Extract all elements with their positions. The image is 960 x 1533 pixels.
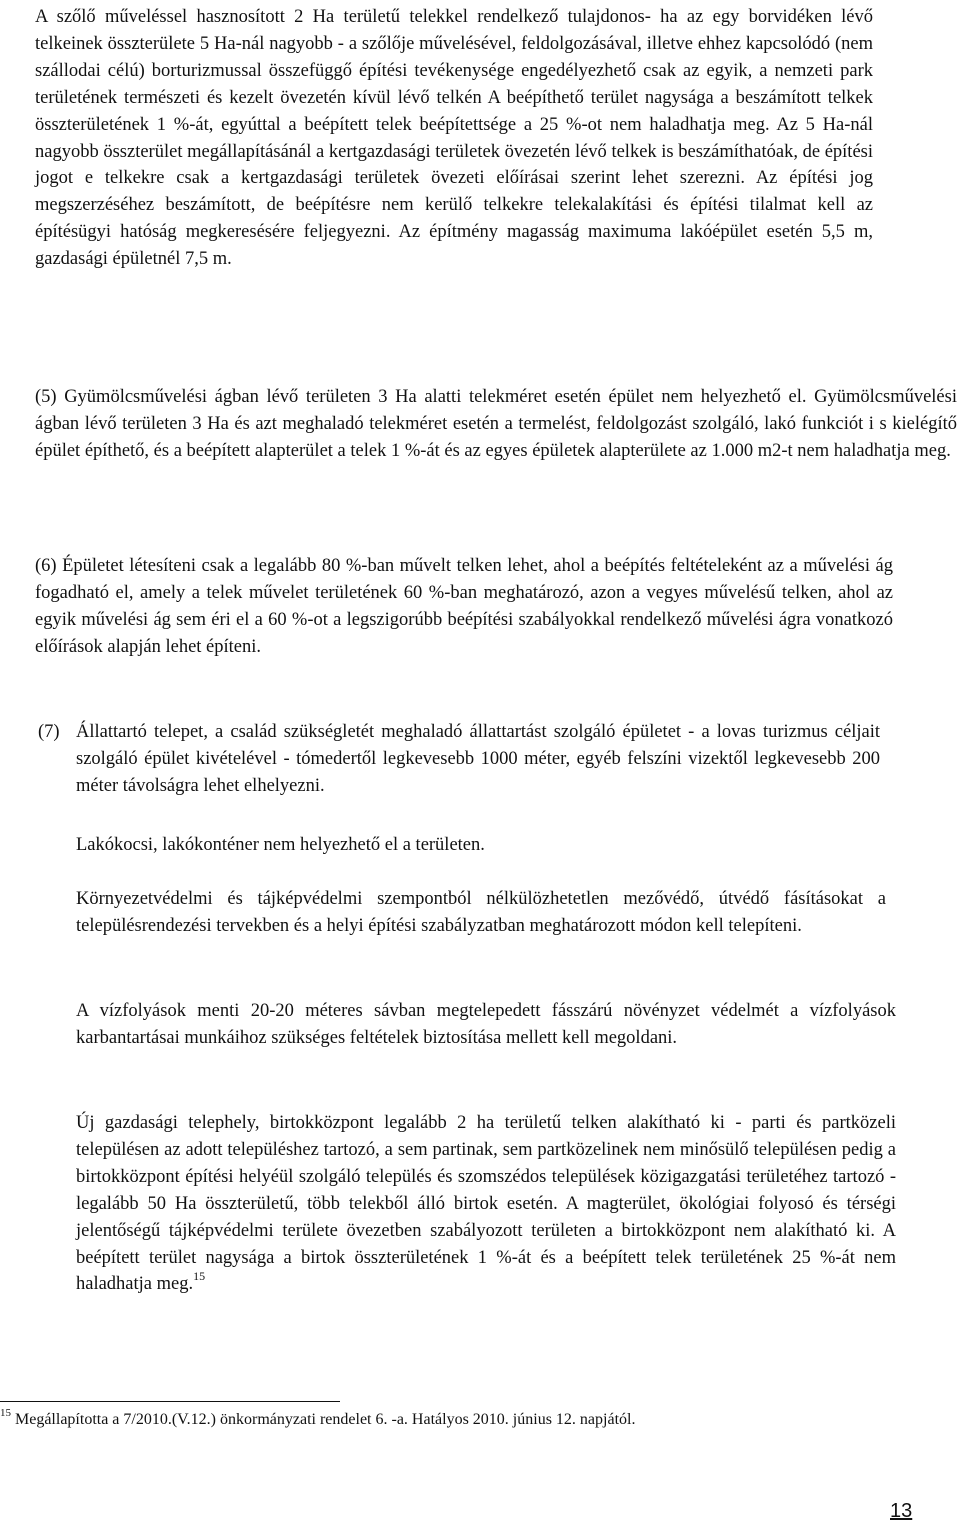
footnote-reference[interactable]: 15 — [193, 1269, 206, 1284]
page-number: 13 — [890, 1500, 913, 1522]
paragraph-uj-gazdasagi-telephely — [76, 1110, 896, 1298]
paragraph-kornyezetvedelem: Környezetvédelmi és tájképvédelmi szempontból nélkülözhetetlen mezővédő, útvédő fásításokat a településrendezési tervekben és a helyi építési szabályzatban meghatározott módon kell telepíteni. — [76, 889, 886, 936]
paragraph-intro: A szőlő műveléssel hasznosított 2 Ha területű telekkel rendelkező tulajdonos- ha az egy borvidéken lévő telkeinek összterülete 5 Ha-nál nagyobb - a szőlője művelésével, feldolgozásával, illetve ehhez kapcsolódó (nem szállodai célú) borturizmussal összefüggő építési tevékenysége engedélyezhető csak az egyik, a nemzeti park területének természeti és kezelt övezetén kívül lévő telkén A beépíthető terület nagysága a beszámított telkek összterületének 1 %-át, egyúttal a beépített telek beépítettsége a 25 %-ot nem haladhatja meg. Az 5 Ha-nál nagyobb összterület megállapításánál a kertgazdasági területek övezetén lévő telkek is beszámíthatóak, de építési jogot e telkekre csak a kertgazdasági területek övezeti előírásai szerint lehet szerezni. Az építési jog megszerzéséhez beszámított, de beépítésre nem kerülő telkekre telekalakítási és építési tilalmat kell az építésügyi hatóság megkeresésére feljegyezni. Az építmény magasság maximuma lakóépület esetén 5,5 m, gazdasági épületnél 7,5 m. — [35, 7, 873, 270]
footnote — [0, 1407, 900, 1430]
paragraph-uj-text: Új gazdasági telephely, birtokközpont legalább 2 ha területű telken alakítható ki - parti és partközeli településen az adott településhez tartozó, a sem partinak, sem partközelinek nem minősülő településen pedig a birtokközpont építési helyéül szolgáló település és szomszédos települések közigazgatási területéhez tartozó - legalább 50 Ha összterületű, több telekből álló birtok esetén. A magterület, ökológiai folyosó és térségi jelentőségű tájképvédelmi területe övezetben szabályozott területen a birtokközpont nem alakítható ki. A beépített terület nagysága a birtok összterületének 1 %-át és a beépített telek területének 25 %-át nem haladhatja meg. — [76, 1113, 896, 1295]
paragraph-section-6: (6) Épületet létesíteni csak a legalább 80 %-ban művelt telken lehet, ahol a beépítés feltételeként az a művelési ág fogadható el, amely a telek művelet területének 60 %-ban meghatározó, azon a vegyes művelésű telken, ahol az egyik művelési ág sem éri el a 60 %-ot a legszigorúbb beépítési szabályokkal rendelkező művelési ágra vonatkozó előírások alapján lehet építeni. — [35, 556, 893, 657]
section-7-number: (7) — [38, 722, 60, 742]
footnote-separator — [0, 1401, 340, 1402]
footnote-text: Megállapította a 7/2010.(V.12.) önkormányzati rendelet 6. -a. Hatályos 2010. június 12. napjától. — [15, 1411, 636, 1428]
paragraph-vizfolyasok: A vízfolyások menti 20-20 méteres sávban megtelepedett fásszárú növényzet védelmét a vízfolyások karbantartásai munkáihoz szükséges feltételek biztosítása mellett kell megoldani. — [76, 1001, 896, 1048]
section-7-text: Állattartó telepet, a család szükségletét meghaladó állattartást szolgáló épületet - a lovas turizmus céljait szolgáló épület kivételével - tómedertől legkevesebb 1000 méter, egyéb felszíni vizektől legkevesebb 200 méter távolságra lehet elhelyezni. — [76, 722, 880, 796]
paragraph-lakokocsi: Lakókocsi, lakókonténer nem helyezhető el a területen. — [76, 835, 485, 855]
footnote-number: 15 — [0, 1407, 11, 1419]
paragraph-section-5: (5) Gyümölcsművelési ágban lévő területen 3 Ha alatti telekméret esetén épület nem helyezhető el. Gyümölcsművelési ágban lévő területen 3 Ha és azt meghaladó telekméret esetén a termelést, feldolgozást szolgáló, lakó funkciót i s kielégítő épület építhető, és a beépített alapterület a telek 1 %-át és az egyes épületek alapterülete az 1.000 m2-t nem haladhatja meg. — [35, 387, 957, 461]
